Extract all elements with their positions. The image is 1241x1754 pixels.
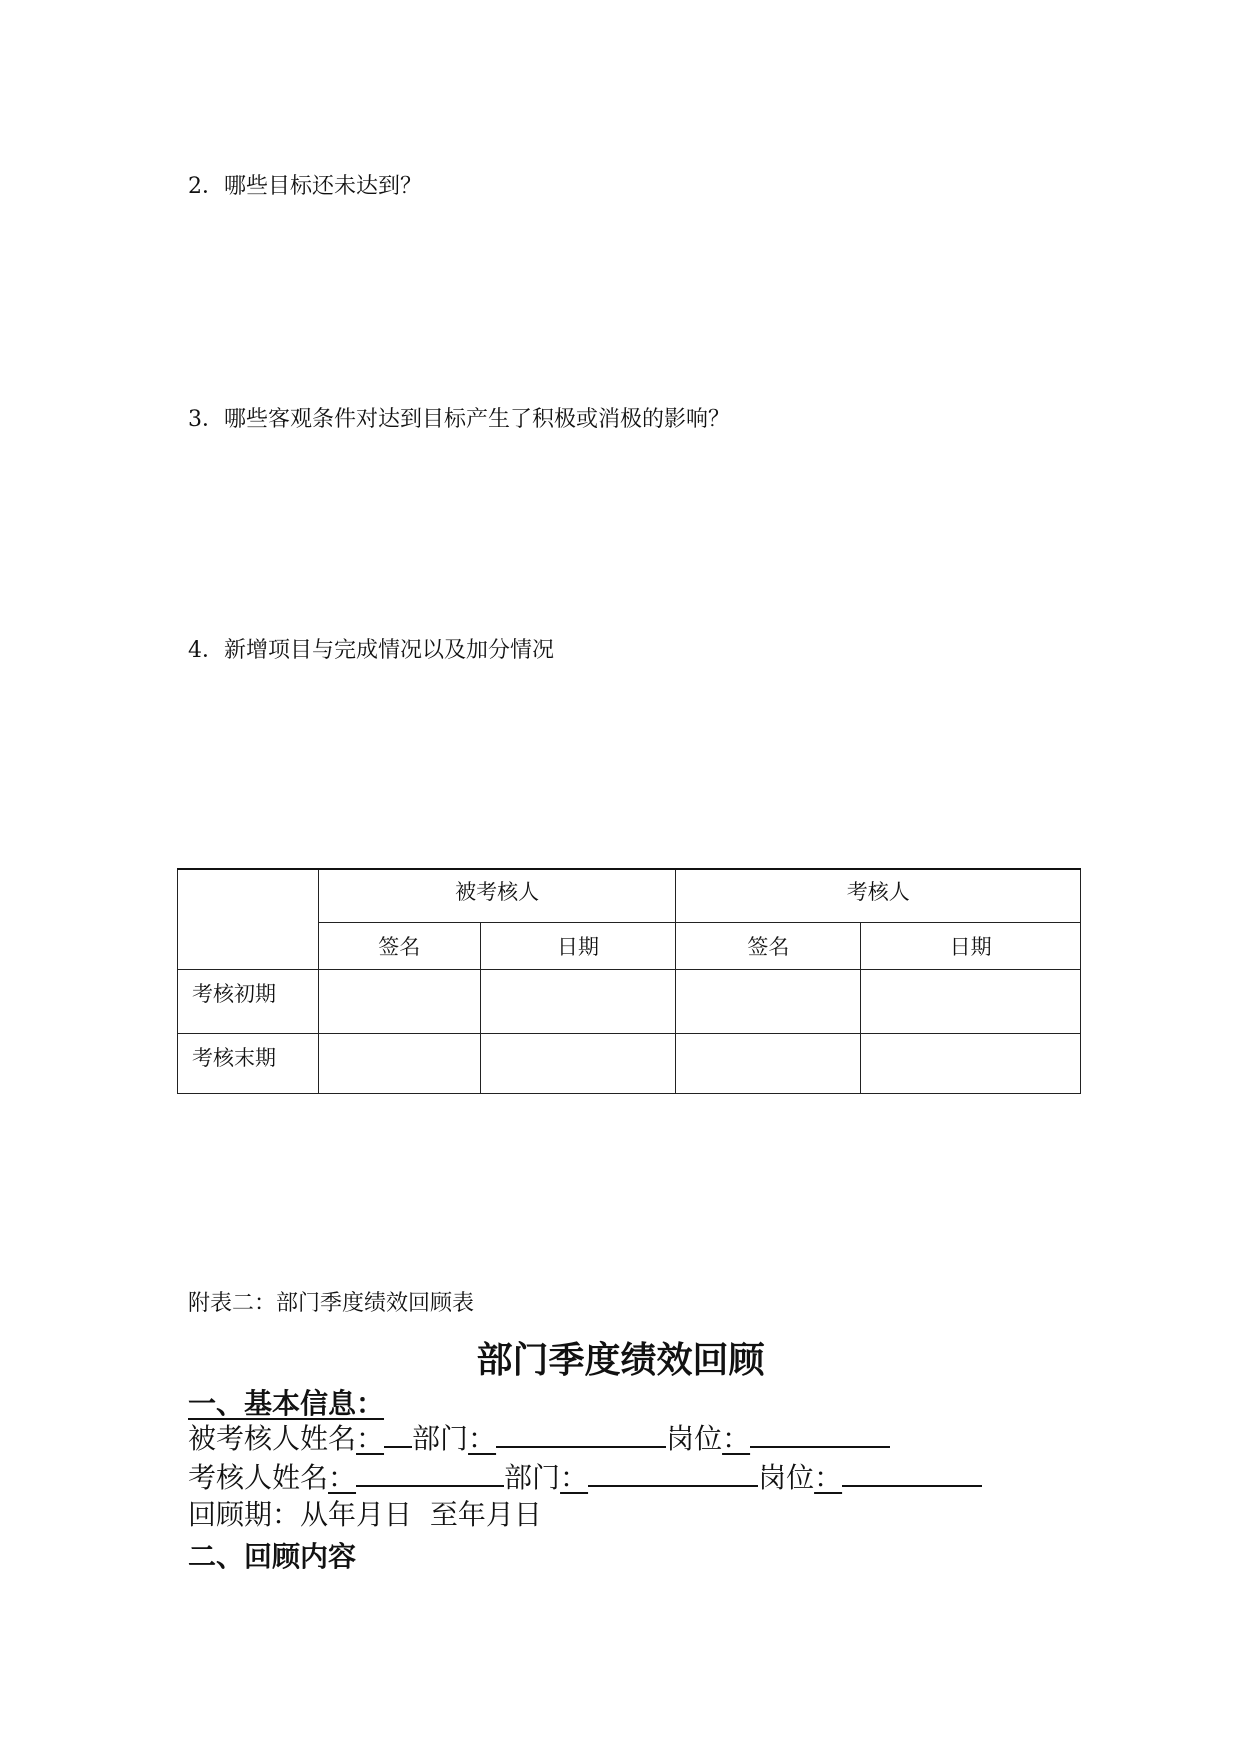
row-label-initial: 考核初期	[178, 970, 319, 1034]
colon: ：	[468, 1422, 497, 1455]
post-label: 岗位	[666, 1422, 723, 1455]
header-assessor-sign: 签名	[676, 923, 861, 970]
period-label: 回顾期：	[188, 1498, 301, 1531]
review-period-line	[188, 1497, 542, 1533]
row-label-final: 考核末期	[178, 1034, 319, 1094]
assessee-post-field[interactable]	[750, 1420, 890, 1448]
assessee-dept-field[interactable]	[496, 1420, 666, 1448]
signature-table	[177, 868, 1081, 1094]
assessor-date-cell[interactable]	[861, 970, 1081, 1034]
assessor-post-field[interactable]	[842, 1459, 982, 1487]
assessee-date-cell[interactable]	[480, 1034, 676, 1094]
assessor-dept-field[interactable]	[588, 1459, 758, 1487]
assessee-info-line	[188, 1420, 890, 1457]
header-assessee-sign: 签名	[318, 923, 480, 970]
colon: ：	[328, 1461, 357, 1494]
colon: ：	[722, 1422, 751, 1455]
section-review-content: 二、回顾内容	[188, 1540, 357, 1573]
period-from[interactable]: 从年月日	[300, 1498, 413, 1531]
section-basic-info-label: 一、基本信息：	[188, 1387, 385, 1420]
question-2: 2．哪些目标还未达到？	[188, 174, 422, 199]
assessor-date-cell[interactable]	[861, 1034, 1081, 1094]
page-title: 部门季度绩效回顾	[476, 1339, 765, 1381]
header-assessor: 考核人	[676, 869, 1081, 923]
table-row	[178, 1034, 1081, 1094]
assessee-date-cell[interactable]	[480, 970, 676, 1034]
assessor-sign-cell[interactable]	[676, 970, 861, 1034]
table-row	[178, 970, 1081, 1034]
header-assessee: 被考核人	[318, 869, 676, 923]
assessee-sign-cell[interactable]	[318, 970, 480, 1034]
assessor-info-line	[188, 1459, 982, 1496]
question-4: 4．新增项目与完成情况以及加分情况	[188, 638, 554, 663]
header-assessee-date: 日期	[480, 923, 676, 970]
colon: ：	[356, 1422, 385, 1455]
dept-label: 部门	[504, 1461, 561, 1494]
dept-label: 部门	[412, 1422, 469, 1455]
assessee-name-label: 被考核人姓名	[188, 1422, 357, 1455]
assessor-name-label: 考核人姓名	[188, 1461, 329, 1494]
period-to[interactable]: 至年月日	[429, 1498, 542, 1531]
assessor-name-field[interactable]	[356, 1459, 504, 1487]
assessee-sign-cell[interactable]	[318, 1034, 480, 1094]
section-basic-info	[188, 1382, 384, 1422]
header-assessor-date: 日期	[861, 923, 1081, 970]
assessee-name-field[interactable]	[384, 1420, 412, 1448]
post-label: 岗位	[758, 1461, 815, 1494]
colon: ：	[814, 1461, 843, 1494]
assessor-sign-cell[interactable]	[676, 1034, 861, 1094]
corner-cell	[178, 869, 319, 970]
appendix-label: 附表二：部门季度绩效回顾表	[188, 1291, 475, 1316]
question-3: 3．哪些客观条件对达到目标产生了积极或消极的影响？	[188, 407, 730, 432]
colon: ：	[560, 1461, 589, 1494]
